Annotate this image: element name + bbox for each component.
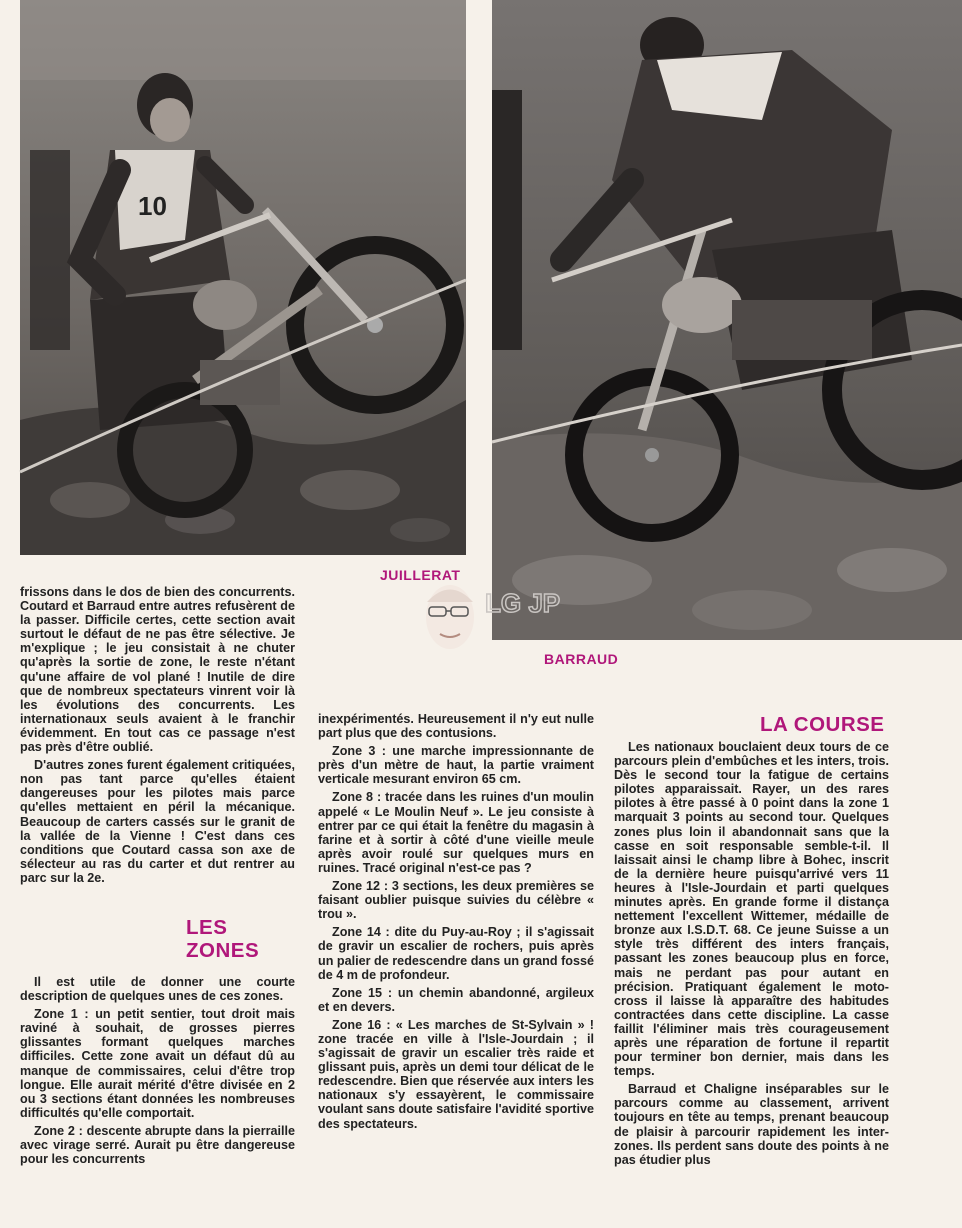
- column-1: [20, 585, 295, 889]
- zone2-paragraph: [20, 1124, 295, 1166]
- zone1-text: : un petit sentier, tout droit mais raviné à souhait, de grosses pierres glissantes formant quelques marches difficiles. Cette zone avait un défaut dû au manque de commissaires, celui d'être trop longue. Elle aurait mérité d'être divisée en 2 ou 3 sections étant données les nombreuses difficultés qu'elle comportait.: [20, 1007, 295, 1120]
- zone1-label: Zone 1: [34, 1007, 78, 1022]
- zone15-label: Zone 15: [332, 985, 382, 1000]
- col1-paragraph-1: frissons dans le dos de bien des concurrents. Coutard et Barraud entre autres refusèrent de la passer. Difficile certes, cette section avait surtout le défaut de ne pas être sélective. Je m'explique ; le jeu consistait à ne chuter qu'après la sortie de zone, le reste n'étant qu'une affaire de vol plané ! Inutile de dire que de nombreux spectateurs vinrent voir là les évolutions des concurrents. Les internationaux seuls avaient à le franchir évidemment. En tout cas ce passage n'est pas près d'être oublié.: [20, 585, 295, 755]
- zone3-label: Zone 3: [332, 744, 376, 759]
- rider-number-left: 10: [138, 191, 167, 221]
- zone2-text: : descente abrupte dans la pierraille avec virage serré. Aurait pu être dangereuse pour les concurrents: [20, 1123, 295, 1167]
- zone14-label: Zone 14: [332, 925, 381, 940]
- zone1-paragraph: [20, 1007, 295, 1120]
- heading-les: LES: [186, 916, 228, 939]
- zone8-text: : tracée dans les ruines d'un moulin appelé « Le Moulin Neuf ». Le jeu consiste à entrer par ce qui était la fenêtre du magasin à farine et à sortir à côté d'une vieille meule après avoir roulé sur quelques murs en ruines. Tracé original n'est-ce pas ?: [318, 790, 594, 875]
- zone14-paragraph: [318, 925, 594, 981]
- column-3: [614, 740, 889, 1171]
- zone14-text: : dite du Puy-au-Roy ; il s'agissait de gravir un escalier de rochers, puis après un palier de redescendre dans un grand fossé de 4 m de profondeur.: [318, 925, 594, 982]
- col1-paragraph-2: D'autres zones furent également critiquées, non pas tant parce qu'elles étaient dangereuses pour les pilotes mais parce qu'elles mettaient en péril la mécanique. Beaucoup de carters cassés sur le granit de la vallée de la Vienne ! C'est dans ces conditions que Coutard cassa son axe de sélecteur au ras du carter et dut rentrer au parc sur la 2e.: [20, 758, 295, 885]
- zone8-label: Zone 8: [332, 790, 374, 805]
- zone15-text: : un chemin abandonné, argileux et en devers.: [318, 985, 594, 1014]
- zone12-text: : 3 sections, les deux premières se faisant oublier puisque suivies du célèbre « trou ».: [318, 879, 594, 922]
- zone16-text: : « Les marches de St-Sylvain » ! zone tracée en ville à l'Isle-Jourdain ; il s'agissait de gravir un escalier très raide et glissant puis, après un demi tour délicat de le redescendre. Bien que réservée aux inters les nationaux s'y essayèrent, le commissaire voulant sans doute satisfaire l'avidité sportive des spectateurs.: [318, 1017, 594, 1131]
- watermark-logo: [415, 572, 561, 662]
- caption-barraud: BARRAUD: [544, 651, 619, 667]
- col3-paragraph-2: Barraud et Chaligne inséparables sur le parcours comme au classement, arrivent toujours en tête au temps, prenant beaucoup de plaisir à parcourir rapidement les inter-zones. Ils perdent sans doute des points à ne pas étudier plus: [614, 1082, 889, 1167]
- zone12-paragraph: [318, 879, 594, 921]
- zone3-text: : une marche impressionnante de près d'un mètre de haut, la partie vraiment verticale mesurant environ 65 cm.: [318, 744, 594, 787]
- column-2: [318, 712, 594, 1135]
- zone15-paragraph: [318, 986, 594, 1014]
- zone12-label: Zone 12: [332, 879, 380, 894]
- zone8-paragraph: [318, 790, 594, 875]
- heading-zones: ZONES: [186, 939, 260, 962]
- zone16-paragraph: [318, 1018, 594, 1131]
- heading-les-zones: [186, 916, 259, 962]
- column-1-lower: [20, 975, 295, 1170]
- photo-barraud: [492, 0, 962, 640]
- col3-paragraph-1: Les nationaux bouclaient deux tours de ce parcours plein d'embûches et les inters, trois. Dès le second tour la fatigue de certains pilotes apparaissait. Rayer, un des rares pilotes à être passé à 0 point dans la zone 1 marquait 3 points au second tour. Quelques zones plus loin il abandonnait sans que la casse en soit responsable semble-t-il. Il laissait ainsi le champ libre à Bohec, inscrit de la dernière heure puisqu'arrivé vers 11 heures à l'Isle-Jourdain et parti quelques minutes après. En grande forme il distança nettement l'excellent Wittemer, médaille de bronze aux I.S.D.T. 68. Ce jeune Suisse a un style très différent des inters français, passant les zones beaucoup plus en force, mais ne perdant pas pour autant en précision. Pratiquant également le moto-cross il laisse là apparaître des habitudes contractées dans cette discipline. La casse faillit l'éliminer mais très courageusement après une réparation de fortune il repartit pour terminer bon dernier, mais dans les temps.: [614, 740, 889, 1079]
- zone2-label: Zone 2: [34, 1123, 75, 1138]
- heading-la-course: LA COURSE: [760, 713, 885, 736]
- zone16-label: Zone 16: [332, 1017, 382, 1032]
- photo-juillerat-image: [20, 0, 466, 555]
- watermark-text: LG JP: [485, 588, 561, 618]
- caption-juillerat: JUILLERAT: [380, 567, 461, 583]
- col1-paragraph-3: Il est utile de donner une courte description de quelques unes de ces zones.: [20, 975, 295, 1004]
- zone3-paragraph: [318, 744, 594, 786]
- col2-paragraph-1: inexpérimentés. Heureusement il n'y eut nulle part plus que des contusions.: [318, 712, 594, 741]
- photo-barraud-image: [492, 0, 962, 640]
- photo-juillerat: [20, 0, 466, 555]
